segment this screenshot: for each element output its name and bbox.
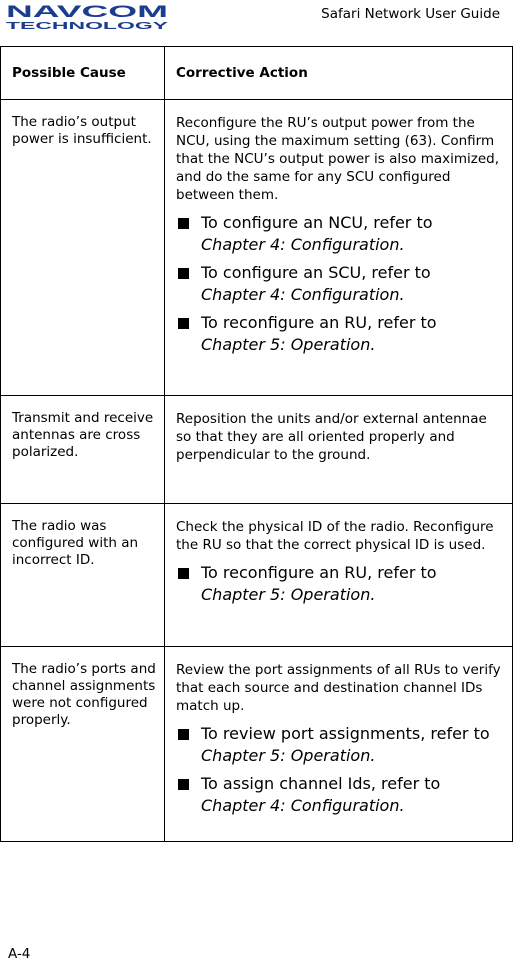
square-bullet-icon — [178, 268, 189, 279]
logo-subtitle: TECHNOLOGY — [6, 21, 169, 30]
reference-item — [176, 723, 506, 767]
navcom-logo — [6, 2, 172, 30]
table-row — [1, 396, 513, 504]
possible-cause-cell: The radio was configured with an incorrect ID. — [1, 504, 165, 647]
reference-text: To configure an SCU, refer to — [201, 263, 431, 282]
corrective-action-cell — [165, 100, 513, 396]
possible-cause-cell: Transmit and receive antennas are cross polarized. — [1, 396, 165, 504]
corrective-action-cell — [165, 504, 513, 647]
reference-list — [176, 723, 506, 817]
reference-item — [176, 773, 506, 817]
document-title: Safari Network User Guide — [321, 6, 500, 22]
square-bullet-icon — [178, 218, 189, 229]
troubleshooting-table — [0, 46, 513, 842]
table-row — [1, 100, 513, 396]
corrective-action-text: Reconfigure the RU’s output power from the NCU, using the maximum setting (63). Confirm that the NCU’s output power is also maximized, and do the same for any SCU configured between them. — [176, 115, 500, 203]
square-bullet-icon — [178, 568, 189, 579]
corrective-action-cell — [165, 396, 513, 504]
chapter-reference: Chapter 4: Configuration. — [201, 285, 405, 304]
reference-item — [176, 562, 506, 606]
corrective-action-text: Review the port assignments of all RUs to verify that each source and destination channel IDs match up. — [176, 662, 501, 714]
reference-item — [176, 212, 506, 256]
corrective-action-text: Reposition the units and/or external antennae so that they are all oriented properly and perpendicular to the ground. — [176, 411, 487, 463]
reference-text: To configure an NCU, refer to — [201, 213, 433, 232]
square-bullet-icon — [178, 318, 189, 329]
chapter-reference: Chapter 4: Configuration. — [201, 796, 405, 815]
reference-text: To reconfigure an RU, refer to — [201, 563, 437, 582]
chapter-reference: Chapter 4: Configuration. — [201, 235, 405, 254]
reference-text: To reconfigure an RU, refer to — [201, 313, 437, 332]
column-header-cause: Possible Cause — [1, 47, 165, 100]
square-bullet-icon — [178, 779, 189, 790]
table-row — [1, 504, 513, 647]
chapter-reference: Chapter 5: Operation. — [201, 585, 376, 604]
corrective-action-text: Check the physical ID of the radio. Reconfigure the RU so that the correct physical ID is used. — [176, 519, 494, 553]
page-number: A-4 — [8, 946, 31, 962]
table-row — [1, 647, 513, 842]
corrective-action-cell — [165, 647, 513, 842]
column-header-action: Corrective Action — [165, 47, 513, 100]
square-bullet-icon — [178, 729, 189, 740]
logo-wordmark: NAVCOM — [6, 2, 168, 21]
reference-text: To review port assignments, refer to — [201, 724, 490, 743]
possible-cause-cell: The radio’s ports and channel assignments were not configured properly. — [1, 647, 165, 842]
chapter-reference: Chapter 5: Operation. — [201, 746, 376, 765]
possible-cause-cell: The radio’s output power is insufficient. — [1, 100, 165, 396]
page-header — [0, 0, 513, 34]
reference-list — [176, 212, 506, 356]
reference-list — [176, 562, 506, 606]
reference-item — [176, 312, 506, 356]
reference-text: To assign channel Ids, refer to — [201, 774, 441, 793]
table-header-row — [1, 47, 513, 100]
reference-item — [176, 262, 506, 306]
chapter-reference: Chapter 5: Operation. — [201, 335, 376, 354]
